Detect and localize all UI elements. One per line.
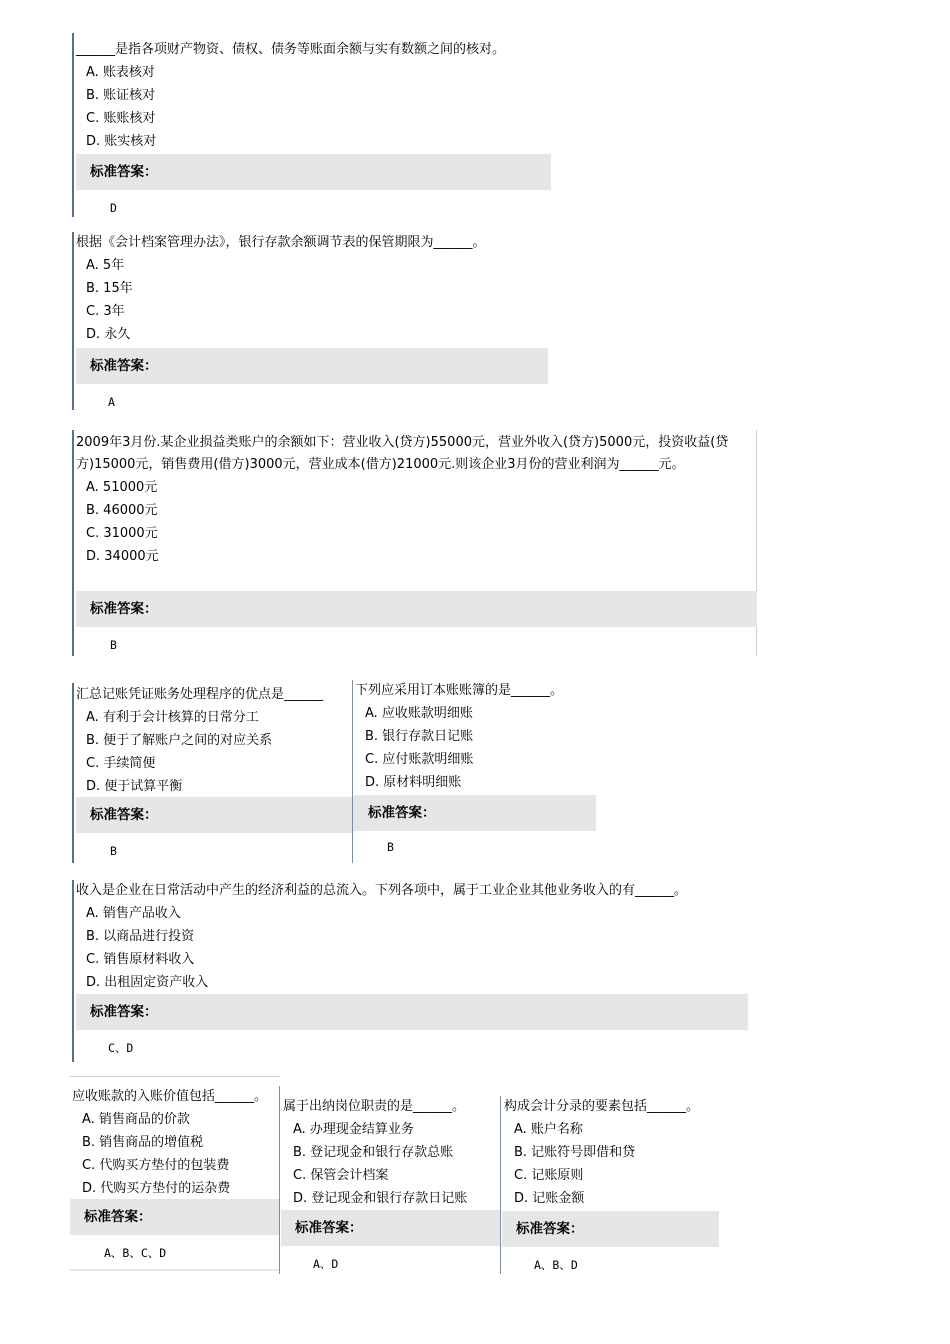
divider [70,1076,280,1077]
option-a: A. 销售商品的价款 [82,1112,190,1127]
answer-label: 标准答案： [70,1199,279,1235]
question-stem: 属于出纳岗位职责的是______。 [283,1099,466,1114]
option-a: A. 销售产品收入 [86,906,181,921]
option-b: B. 银行存款日记账 [365,729,474,744]
divider [70,1269,279,1271]
option-c: C. 账账核对 [86,111,156,126]
option-d: D. 出租固定资产收入 [86,975,209,990]
answer-label: 标准答案： [76,797,354,833]
option-d: D. 登记现金和银行存款日记账 [293,1191,468,1206]
answer-value: A [108,395,115,409]
answer-label: 标准答案： [76,591,757,627]
question-stem: 应收账款的入账价值包括______。 [72,1089,268,1104]
option-d: D. 记账金额 [514,1191,585,1206]
question-6 [72,880,748,1062]
question-stem: 构成会计分录的要素包括______。 [504,1099,700,1114]
option-d: D. 代购买方垫付的运杂费 [82,1181,231,1196]
answer-value: B [387,840,394,854]
option-c: C. 记账原则 [514,1168,584,1183]
question-8 [281,1096,501,1274]
option-a: A. 有利于会计核算的日常分工 [86,710,259,725]
option-c: C. 保管会计档案 [293,1168,389,1183]
option-b: B. 记账符号即借和贷 [514,1145,636,1160]
option-b: B. 15年 [86,281,133,296]
question-2 [72,232,548,410]
option-a: A. 应收账款明细账 [365,706,473,721]
option-b: B. 销售商品的增值税 [82,1135,204,1150]
option-b: B. 账证核对 [86,88,156,103]
answer-value: A、B、D [534,1258,578,1272]
answer-value: B [110,638,117,652]
question-3 [72,430,757,656]
option-b: B. 登记现金和银行存款总账 [293,1145,454,1160]
option-d: D. 原材料明细账 [365,775,462,790]
option-c: C. 应付账款明细账 [365,752,474,767]
option-b: B. 以商品进行投资 [86,929,195,944]
option-c: C. 代购买方垫付的包装费 [82,1158,230,1173]
question-stem: 汇总记账凭证账务处理程序的优点是______ [76,687,324,702]
question-5 [352,680,597,863]
option-c: C. 31000元 [86,526,158,541]
option-a: A. 办理现金结算业务 [293,1122,414,1137]
option-b: B. 便于了解账户之间的对应关系 [86,733,273,748]
answer-value: D [110,201,117,215]
question-4 [72,683,354,863]
question-stem: 2009年3月份.某企业损益类账户的余额如下：营业收入(贷方)55000元，营业外收入(贷方)5000元，投资收益(贷方)15000元，销售费用(借方)3000元，营业成本(借方)21000元.则该企业3月份的营业利润为______元。 [76,435,729,472]
option-d: D. 34000元 [86,549,159,564]
option-a: A. 账表核对 [86,65,155,80]
answer-value: B [110,844,117,858]
answer-label: 标准答案： [281,1210,500,1246]
question-9 [502,1096,719,1274]
answer-value: C、D [108,1041,134,1055]
answer-value: A、D [313,1257,339,1271]
answer-label: 标准答案： [502,1211,719,1247]
option-d: D. 永久 [86,327,131,342]
answer-label: 标准答案： [76,154,551,190]
option-c: C. 销售原材料收入 [86,952,195,967]
option-c: C. 手续简便 [86,756,156,771]
question-stem: 收入是企业在日常活动中产生的经济利益的总流入。下列各项中，属于工业企业其他业务收入的有______。 [76,883,688,898]
option-a: A. 5年 [86,258,125,273]
option-a: A. 账户名称 [514,1122,583,1137]
option-d: D. 账实核对 [86,134,157,149]
answer-value: A、B、C、D [104,1246,167,1260]
question-stem: 根据《会计档案管理办法》，银行存款余额调节表的保管期限为______。 [76,235,486,250]
question-1 [72,33,552,217]
option-c: C. 3年 [86,304,125,319]
question-stem: 下列应采用订本账账簿的是______。 [355,683,564,698]
question-7 [70,1086,280,1274]
option-b: B. 46000元 [86,503,158,518]
answer-label: 标准答案： [76,994,748,1030]
answer-label: 标准答案： [354,795,596,831]
question-stem: ______是指各项财产物资、债权、债务等账面余额与实有数额之间的核对。 [76,42,506,57]
answer-label: 标准答案： [76,348,548,384]
option-d: D. 便于试算平衡 [86,779,183,794]
option-a: A. 51000元 [86,480,158,495]
